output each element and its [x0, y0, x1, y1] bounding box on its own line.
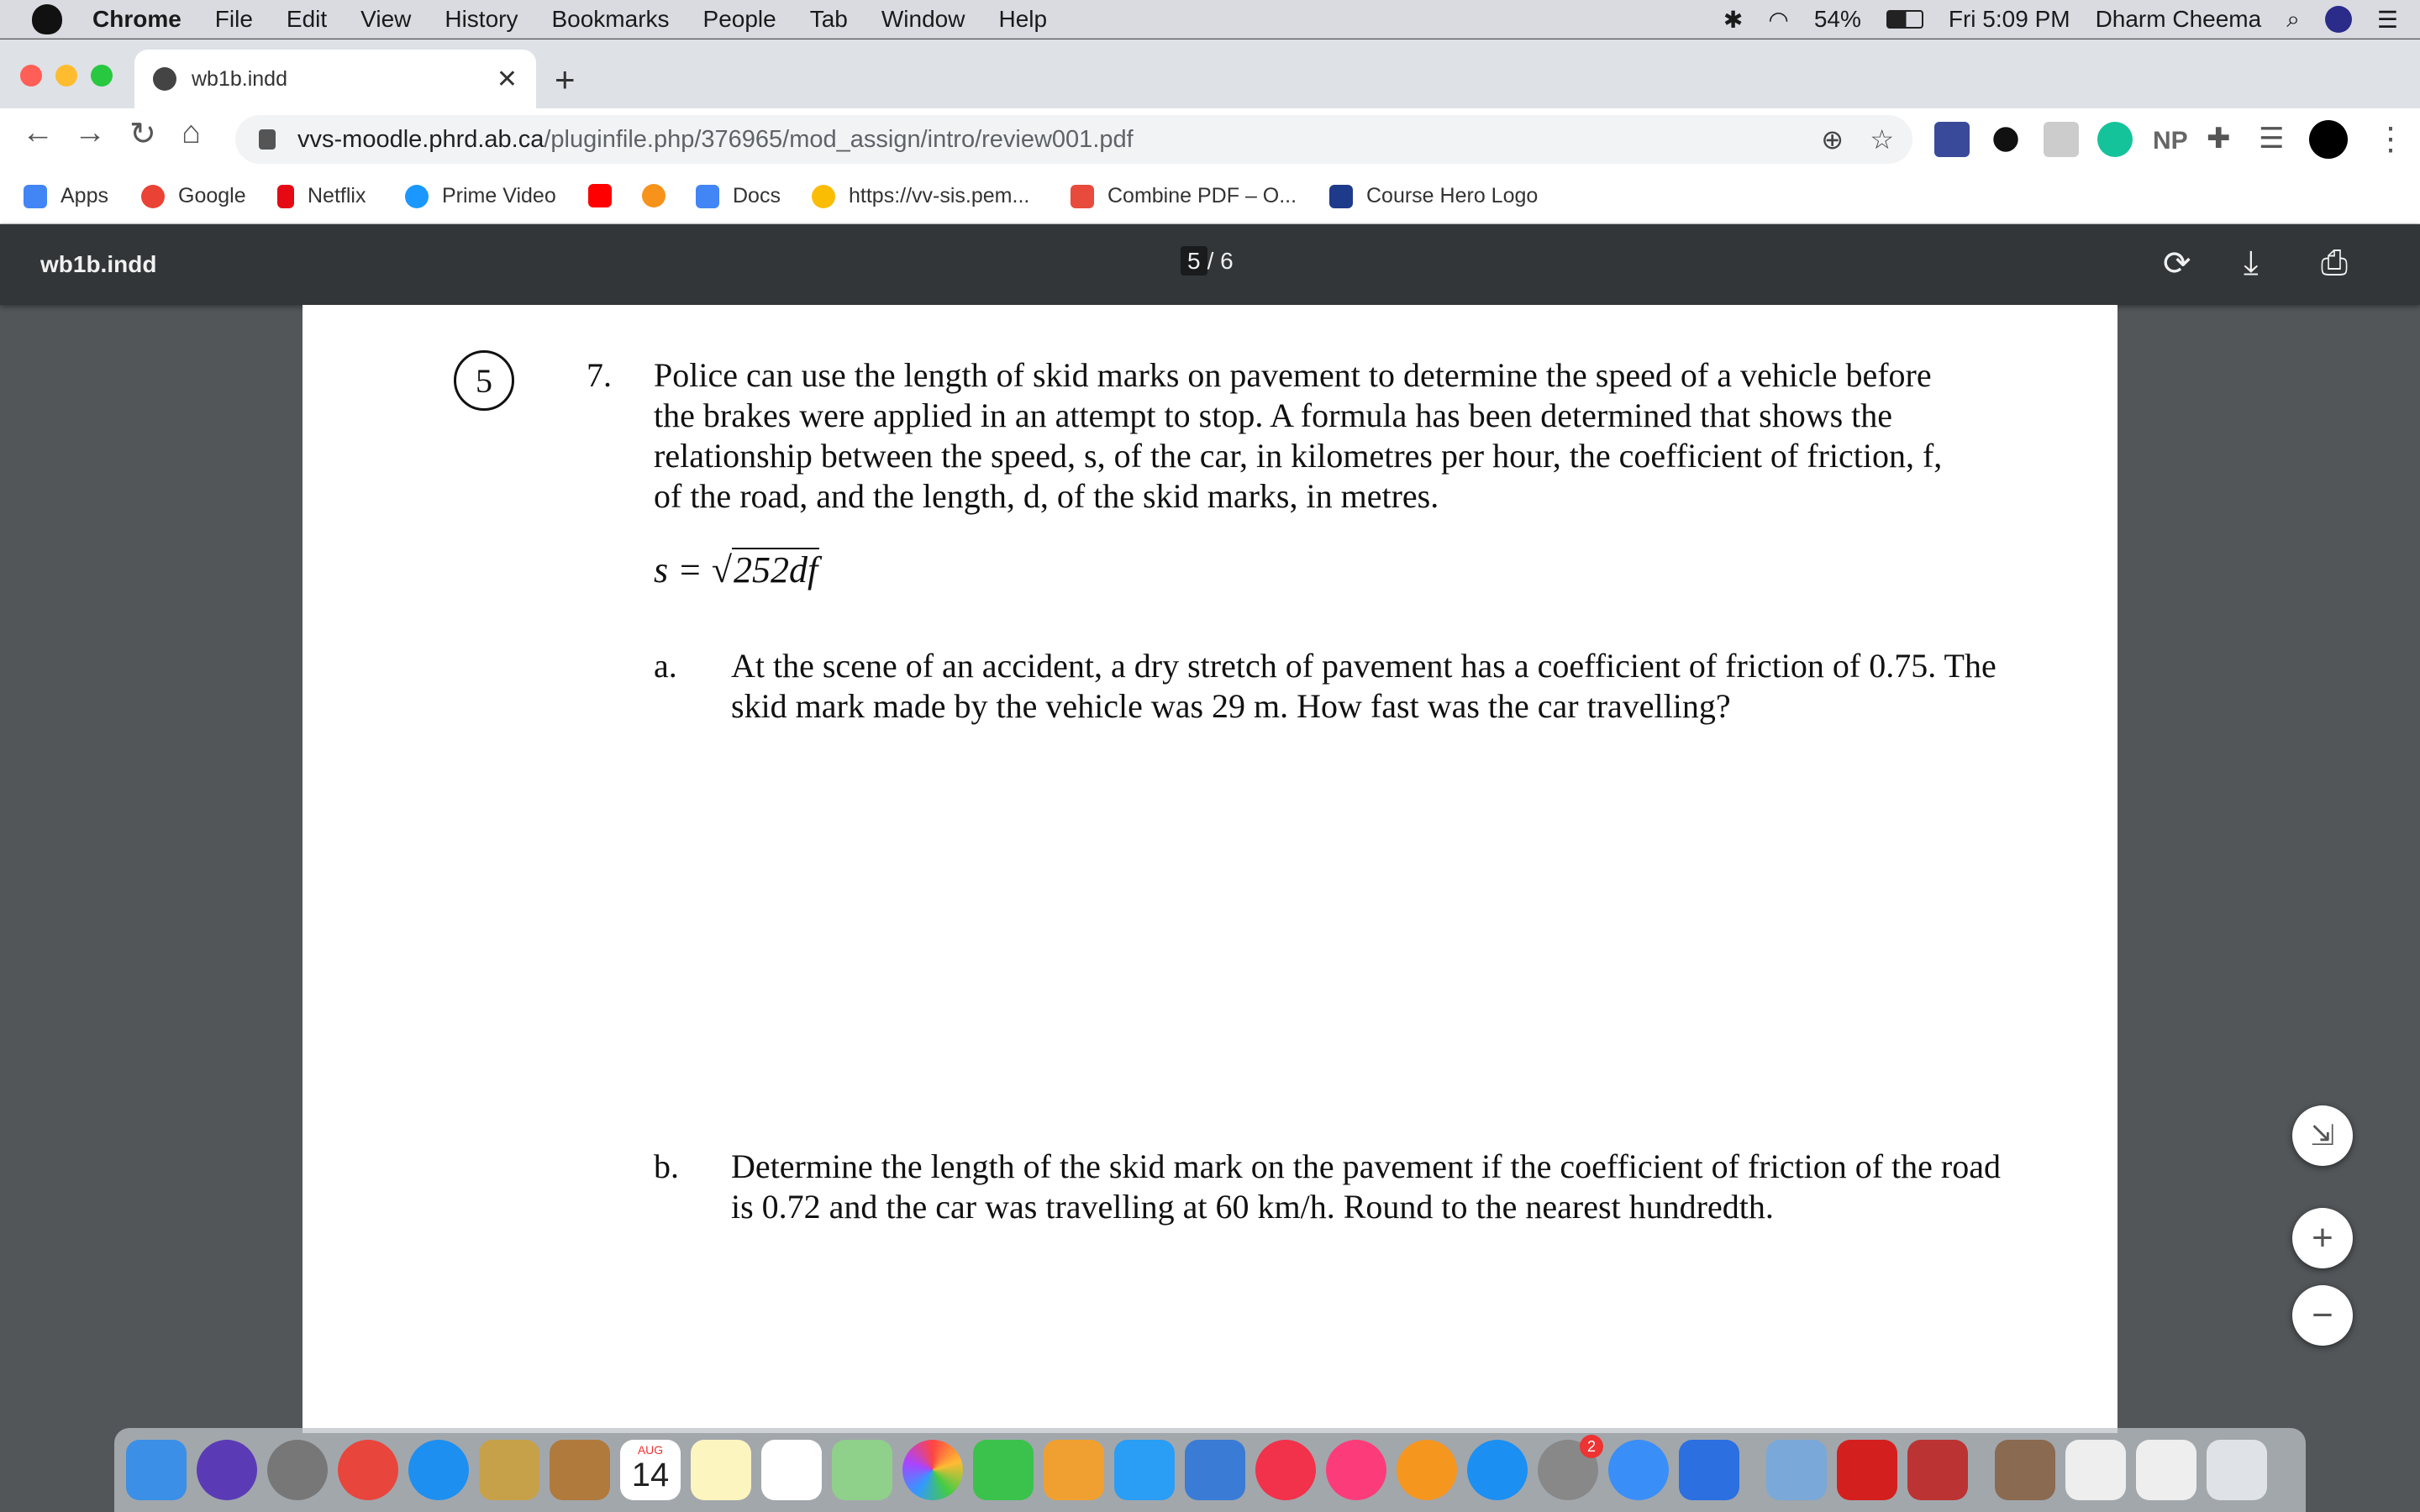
google-icon [141, 185, 165, 208]
bookmark-prime-video[interactable] [405, 184, 556, 208]
menubar-clock[interactable]: Fri 5:09 PM [1948, 6, 2070, 32]
apps-grid-icon [24, 185, 47, 208]
pdf-title: wb1b.indd [40, 251, 157, 277]
calendar-icon[interactable] [620, 1440, 681, 1500]
bitcoin-icon [642, 184, 666, 207]
tab-close-icon[interactable]: ✕ [496, 65, 518, 93]
tab-wb1b[interactable] [134, 50, 536, 108]
downloads-stack-icon[interactable] [1995, 1440, 2055, 1500]
formula [654, 549, 819, 591]
bluetooth-dock-icon[interactable] [1679, 1440, 1739, 1500]
rotate-icon[interactable]: ⟳ [2163, 245, 2191, 282]
bookmark-label: Apps [60, 184, 108, 207]
recent-doc-icon-2[interactable] [2136, 1440, 2196, 1500]
tab-strip [0, 39, 2420, 108]
books-icon[interactable] [1397, 1440, 1457, 1500]
chrome-dock-icon[interactable] [338, 1440, 398, 1500]
news-icon[interactable] [1255, 1440, 1316, 1500]
calendar-month: AUG [637, 1443, 664, 1457]
bluetooth-icon[interactable]: ✱ [1723, 6, 1744, 33]
menu-window[interactable]: Window [881, 5, 965, 32]
bookmark-label: https://vv-sis.pem... [849, 184, 1030, 207]
extension-icon-2[interactable] [1993, 127, 2018, 151]
course-hero-icon [1329, 185, 1353, 208]
pdf-page [302, 305, 2118, 1433]
launchpad-icon[interactable] [267, 1440, 328, 1500]
preview-icon[interactable] [1044, 1440, 1104, 1500]
menu-view[interactable]: View [360, 5, 412, 32]
macos-dock [114, 1428, 2306, 1512]
section-number-circle: 5 [454, 350, 514, 411]
menu-app-name[interactable]: Chrome [92, 5, 182, 32]
extensions-puzzle-icon[interactable]: ✚ [2207, 123, 2231, 155]
bookmark-label: Netflix [308, 184, 366, 207]
page-total: / 6 [1207, 248, 1234, 274]
system-preferences-icon[interactable] [1538, 1440, 1598, 1500]
sqrt-icon: √ [711, 549, 732, 591]
pdf-toolbar [0, 224, 2420, 305]
menu-file[interactable]: File [214, 5, 253, 32]
page-number-input[interactable]: 5 [1181, 246, 1207, 276]
macos-menubar [0, 0, 2420, 39]
bookmark-star-icon[interactable]: ☆ [1870, 124, 1894, 155]
print-icon[interactable]: ⎙ [2321, 244, 2348, 281]
tab-title: wb1b.indd [192, 66, 287, 91]
spotlight-icon[interactable]: ⌕ [2286, 5, 2300, 32]
reload-icon[interactable]: ↻ [129, 117, 156, 152]
lightbulb-icon [812, 185, 835, 208]
bookmark-label: Combine PDF – O... [1107, 184, 1297, 207]
music-icon[interactable] [1326, 1440, 1386, 1500]
messages-icon[interactable] [1608, 1440, 1669, 1500]
bookmark-netflix[interactable] [277, 184, 366, 208]
window-close-button[interactable] [20, 65, 42, 87]
forward-icon[interactable]: → [74, 115, 106, 150]
bookmark-combine-pdf[interactable] [1071, 184, 1297, 208]
fit-to-page-button[interactable]: ⇲ [2292, 1105, 2353, 1166]
contacts-icon[interactable] [550, 1440, 610, 1500]
youtube-icon [588, 184, 612, 207]
part-b-label: b. [654, 1147, 679, 1185]
bookmark-label: Google [178, 184, 246, 207]
bookmark-bitcoin[interactable] [642, 184, 679, 207]
image-capture-icon[interactable] [1766, 1440, 1827, 1500]
part-a-text: At the scene of an accident, a dry stretch of pavement has a coefficient of friction of 0.75. The skid mark made by the vehicle was 29 m. How fast was the car travelling? [731, 647, 1996, 725]
formula-radicand: 252df [733, 549, 818, 591]
bookmark-label: Docs [733, 184, 781, 207]
netflix-icon [277, 185, 294, 208]
menu-history[interactable]: History [445, 5, 518, 32]
zoom-in-button[interactable]: + [2292, 1208, 2353, 1268]
part-b-text: Determine the length of the skid mark on the pavement if the coefficient of friction of the road is 0.72 and the car was travelling at 60 km/h. Round to the nearest hundredth. [731, 1147, 2001, 1226]
menubar-user[interactable]: Dharm Cheema [2095, 6, 2262, 32]
combine-pdf-icon [1071, 185, 1094, 208]
bookmark-label: Course Hero Logo [1366, 184, 1539, 207]
menu-edit[interactable]: Edit [286, 5, 328, 32]
bookmark-youtube[interactable] [588, 184, 625, 207]
wifi-icon[interactable]: ◠ [1768, 6, 1789, 33]
acrobat-icon[interactable] [1837, 1440, 1897, 1500]
menu-help[interactable]: Help [998, 5, 1048, 32]
notification-center-icon[interactable]: ☰ [2376, 6, 2398, 33]
mail-stamp-icon[interactable] [479, 1440, 539, 1500]
zoom-out-button[interactable]: − [2292, 1285, 2353, 1346]
new-tab-button[interactable]: + [555, 60, 576, 99]
keynote-icon[interactable] [1185, 1440, 1245, 1500]
safari-icon[interactable] [408, 1440, 469, 1500]
battery-percent[interactable]: 54% [1813, 6, 1861, 32]
trash-icon[interactable] [2207, 1440, 2267, 1500]
notification-badge: 2 [1580, 1435, 1603, 1458]
bookmark-apps[interactable] [24, 184, 108, 208]
extension-icon-1[interactable] [1934, 122, 1970, 157]
grammarly-icon[interactable] [2097, 122, 2133, 157]
window-zoom-button[interactable] [91, 65, 113, 87]
formula-lhs: s = [654, 549, 702, 591]
finder-icon[interactable] [126, 1440, 187, 1500]
calendar-day: 14 [631, 1457, 670, 1494]
extension-icon-3[interactable] [2044, 122, 2079, 157]
part-a-label: a. [654, 647, 677, 685]
menu-people[interactable]: People [702, 5, 776, 32]
notes-icon[interactable] [691, 1440, 751, 1500]
facetime-icon[interactable] [973, 1440, 1034, 1500]
question-text: Police can use the length of skid marks on pavement to determine the speed of a vehicle before the brakes were applied in an attempt to stop. A formula has been determined that shows the relationship between the speed, s, of the car, in kilometres per hour, the coefficient of friction, f, of the road, and the length, d, of the skid marks, in metres. [654, 356, 1943, 515]
apple-icon[interactable] [32, 4, 62, 34]
photo-booth-icon[interactable] [1907, 1440, 1968, 1500]
address-bar[interactable] [235, 115, 1912, 164]
zoom-page-icon[interactable]: ⊕ [1821, 124, 1844, 155]
bookmark-vv-sis[interactable] [812, 184, 1029, 208]
siri-icon[interactable] [2325, 6, 2352, 33]
siri-dock-icon[interactable] [197, 1440, 257, 1500]
home-icon[interactable]: ⌂ [182, 115, 201, 150]
page-indicator [1181, 248, 1234, 275]
bookmark-label: Prime Video [442, 184, 556, 207]
np-extension-icon[interactable]: NP [2153, 127, 2188, 155]
numbers-icon[interactable] [1114, 1440, 1175, 1500]
bookmark-course-hero[interactable] [1329, 184, 1538, 208]
chrome-menu-icon[interactable]: ⋮ [2375, 122, 2407, 157]
reminders-icon[interactable] [761, 1440, 822, 1500]
download-icon[interactable]: ⤓ [2244, 244, 2259, 281]
question-number: 7. [587, 356, 612, 394]
app-store-icon[interactable] [1467, 1440, 1528, 1500]
browser-toolbar [0, 108, 2420, 171]
photos-icon[interactable] [902, 1440, 963, 1500]
globe-icon [153, 67, 176, 91]
media-control-icon[interactable]: ☰ [2259, 123, 2285, 155]
recent-doc-icon-1[interactable] [2065, 1440, 2126, 1500]
docs-icon [696, 185, 719, 208]
menu-tab[interactable]: Tab [809, 5, 848, 32]
bookmarks-bar [0, 171, 2420, 224]
maps-icon[interactable] [832, 1440, 892, 1500]
bookmark-google[interactable] [141, 184, 246, 208]
url-domain: vvs-moodle.phrd.ab.ca [297, 125, 544, 153]
prime-video-icon [405, 185, 429, 208]
window-minimize-button[interactable] [55, 65, 77, 87]
bookmark-docs[interactable] [696, 184, 781, 208]
profile-avatar[interactable] [2309, 120, 2348, 159]
battery-icon[interactable] [1886, 10, 1923, 29]
menu-bookmarks[interactable]: Bookmarks [551, 5, 670, 32]
back-icon[interactable]: ← [22, 115, 54, 150]
lock-icon[interactable] [259, 129, 276, 150]
url-path: /pluginfile.php/376965/mod_assign/intro/review001.pdf [544, 125, 1134, 153]
